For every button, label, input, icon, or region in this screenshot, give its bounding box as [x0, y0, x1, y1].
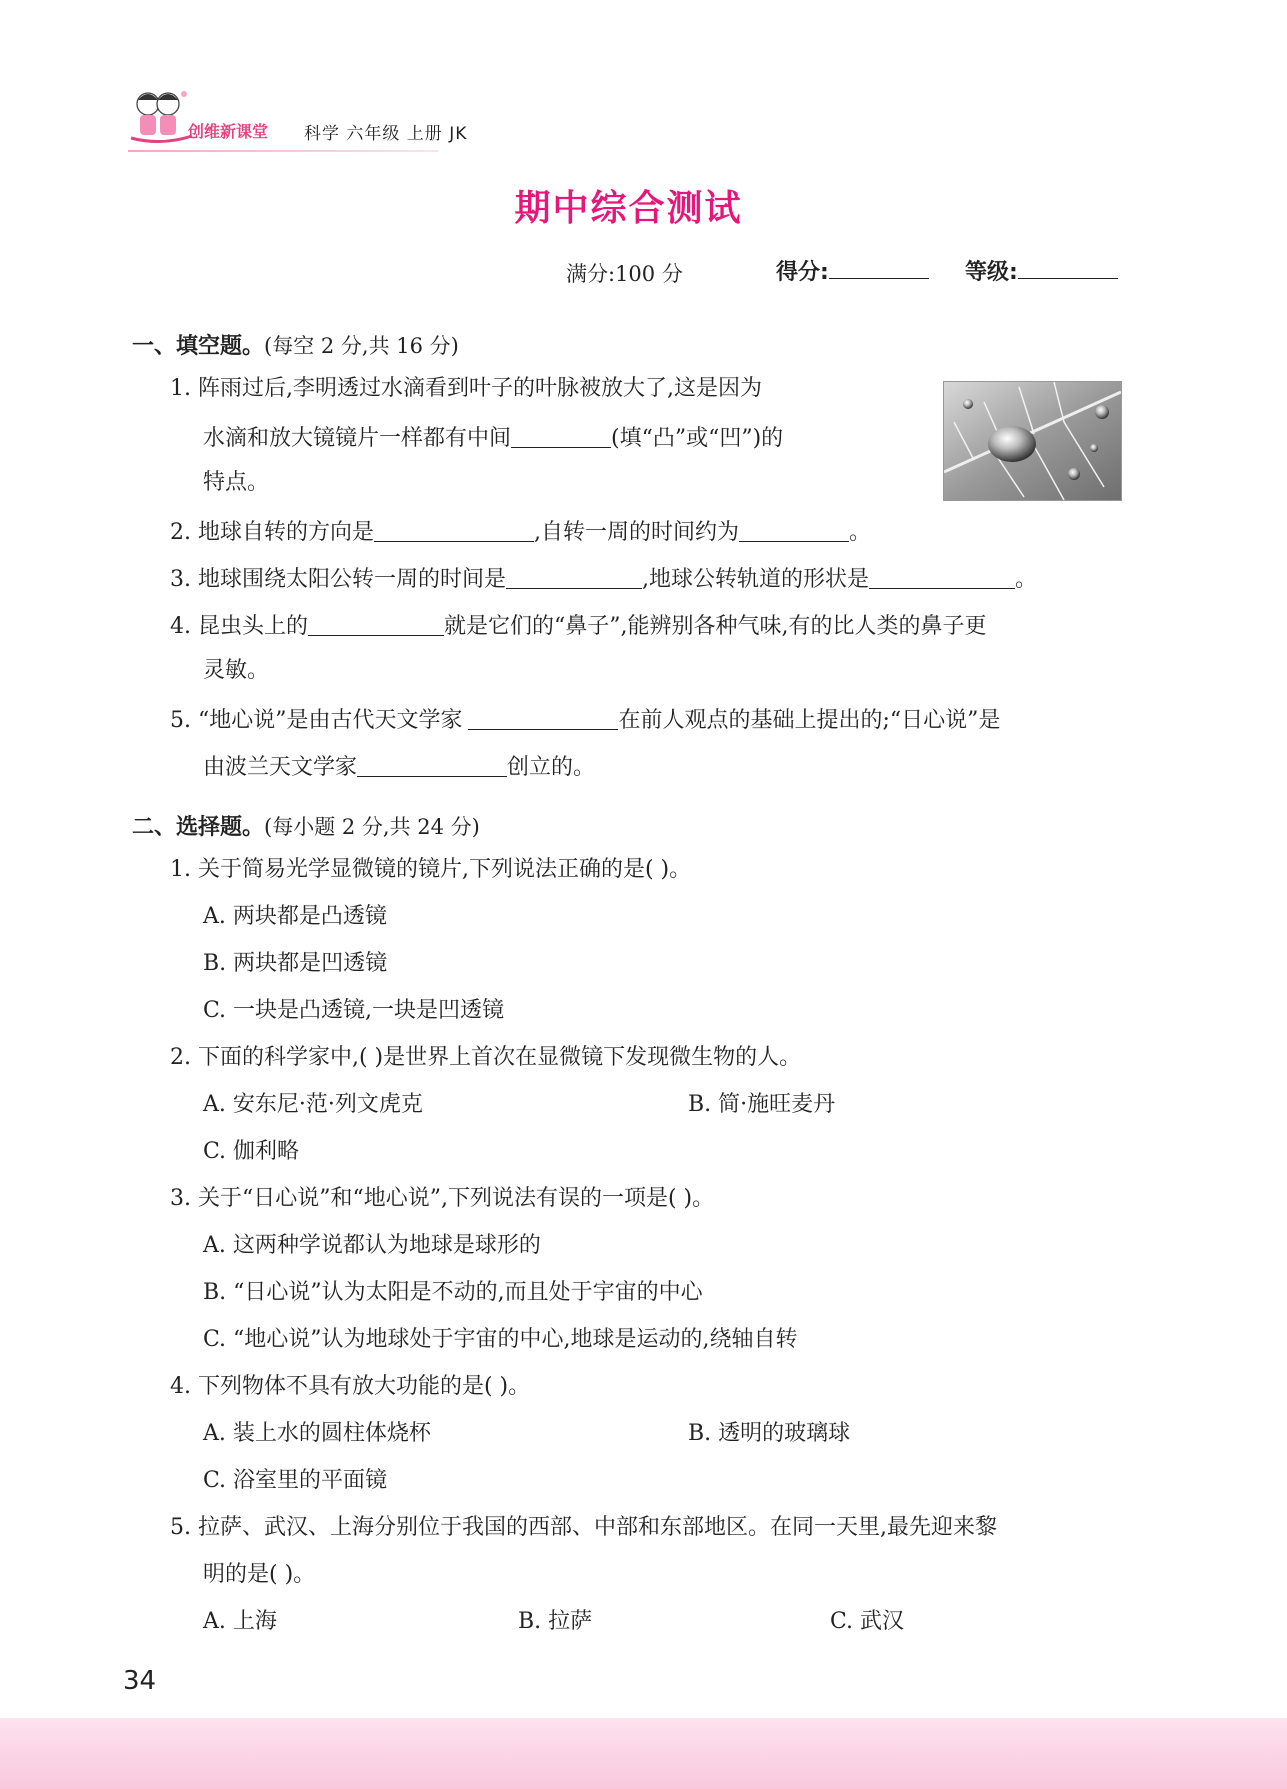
s1-q4: [170, 613, 986, 638]
score-blank[interactable]: [829, 258, 929, 279]
section-title: 二、选择题。: [132, 815, 265, 840]
score-label: 得分:: [776, 260, 829, 285]
s1-q1-line3: 特点。: [203, 470, 270, 495]
text: 水滴和放大镜镜片一样都有中间: [203, 426, 512, 451]
s2-q3-option-c[interactable]: C. “地心说”认为地球处于宇宙的中心,地球是运动的,绕轴自转: [203, 1327, 798, 1352]
s1-q1-line1: 1. 阵雨过后,李明透过水滴看到叶子的叶脉被放大了,这是因为: [170, 376, 762, 401]
s2-q5-option-a[interactable]: A. 上海: [203, 1609, 277, 1634]
s2-q2-option-c[interactable]: C. 伽利略: [203, 1139, 300, 1164]
s2-q3-option-a[interactable]: A. 这两种学说都认为地球是球形的: [203, 1233, 541, 1258]
s2-q1-option-a[interactable]: A. 两块都是凸透镜: [203, 904, 387, 929]
s2-q4-option-c[interactable]: C. 浴室里的平面镜: [203, 1468, 388, 1493]
text: 就是它们的“鼻子”,能辨别各种气味,有的比人类的鼻子更: [443, 614, 987, 639]
s2-q1-option-b[interactable]: B. 两块都是凹透镜: [203, 951, 388, 976]
text: 。: [848, 520, 871, 545]
grade-blank[interactable]: [1018, 258, 1118, 279]
header-divider: [128, 150, 438, 152]
subject-info: 科学 六年级 上册 JK: [304, 124, 468, 144]
answer-blank[interactable]: [739, 519, 849, 542]
mascot-logo: [126, 86, 196, 160]
grade-label: 等级:: [965, 260, 1018, 285]
footer-band: [0, 1718, 1287, 1789]
page-number: 34: [123, 1666, 157, 1696]
grade-field: [965, 255, 1118, 286]
answer-blank[interactable]: [357, 754, 507, 777]
score-field: [776, 255, 929, 286]
section-choice-heading: [132, 810, 480, 841]
s1-q4-line2: 灵敏。: [203, 658, 270, 683]
section-fill-blank-heading: [132, 329, 459, 360]
text: 4. 昆虫头上的: [170, 614, 308, 639]
answer-blank[interactable]: [468, 707, 618, 730]
s1-q1-line2: [203, 425, 783, 450]
text: 由波兰天文学家: [203, 755, 358, 780]
s1-q2: [170, 519, 871, 544]
section-note: (每空 2 分,共 16 分): [264, 334, 459, 358]
s2-q4-option-b[interactable]: B. 透明的玻璃球: [688, 1421, 851, 1446]
s1-q5-line2: [203, 754, 595, 779]
s1-q3: [170, 566, 1037, 591]
section-note: (每小题 2 分,共 24 分): [264, 815, 480, 839]
s2-q5-option-c[interactable]: C. 武汉: [830, 1609, 905, 1634]
s2-q1: 1. 关于简易光学显微镜的镜片,下列说法正确的是( )。: [170, 857, 692, 882]
answer-blank[interactable]: [511, 425, 611, 448]
brand-name: 创维新课堂: [188, 122, 269, 141]
text: 5. “地心说”是由古代天文学家: [170, 708, 463, 733]
answer-blank[interactable]: [308, 613, 444, 636]
answer-blank[interactable]: [506, 566, 642, 589]
s2-q3-option-b[interactable]: B. “日心说”认为太阳是不动的,而且处于宇宙的中心: [203, 1280, 703, 1305]
text: 3. 地球围绕太阳公转一周的时间是: [170, 567, 506, 592]
s2-q4-option-a[interactable]: A. 装上水的圆柱体烧杯: [203, 1421, 431, 1446]
water-drop-leaf-photo: [943, 381, 1122, 501]
full-score: 满分:100 分: [566, 262, 683, 286]
s1-q5: [170, 707, 1000, 732]
answer-blank[interactable]: [374, 519, 534, 542]
page-title: 期中综合测试: [514, 188, 743, 229]
s2-q3: 3. 关于“日心说”和“地心说”,下列说法有误的一项是( )。: [170, 1186, 715, 1211]
s2-q2-option-a[interactable]: A. 安东尼·范·列文虎克: [203, 1092, 423, 1117]
text: 在前人观点的基础上提出的;“日心说”是: [618, 708, 1001, 733]
s2-q5-option-b[interactable]: B. 拉萨: [518, 1609, 593, 1634]
text: 2. 地球自转的方向是: [170, 520, 374, 545]
text: 。: [1015, 567, 1038, 592]
text: 创立的。: [507, 755, 596, 780]
s2-q1-option-c[interactable]: C. 一块是凸透镜,一块是凹透镜: [203, 998, 505, 1023]
text: ,地球公转轨道的形状是: [642, 567, 869, 592]
section-title: 一、填空题。: [132, 334, 265, 359]
text: (填“凸”或“凹”)的: [611, 426, 784, 451]
answer-blank[interactable]: [869, 566, 1015, 589]
s2-q2-option-b[interactable]: B. 简·施旺麦丹: [688, 1092, 836, 1117]
text: ,自转一周的时间约为: [533, 520, 739, 545]
s2-q2: 2. 下面的科学家中,( )是世界上首次在显微镜下发现微生物的人。: [170, 1045, 802, 1070]
s2-q5-line1: 5. 拉萨、武汉、上海分别位于我国的西部、中部和东部地区。在同一天里,最先迎来黎: [170, 1515, 997, 1540]
s2-q5-line2: 明的是( )。: [203, 1562, 316, 1587]
s2-q4: 4. 下列物体不具有放大功能的是( )。: [170, 1374, 531, 1399]
